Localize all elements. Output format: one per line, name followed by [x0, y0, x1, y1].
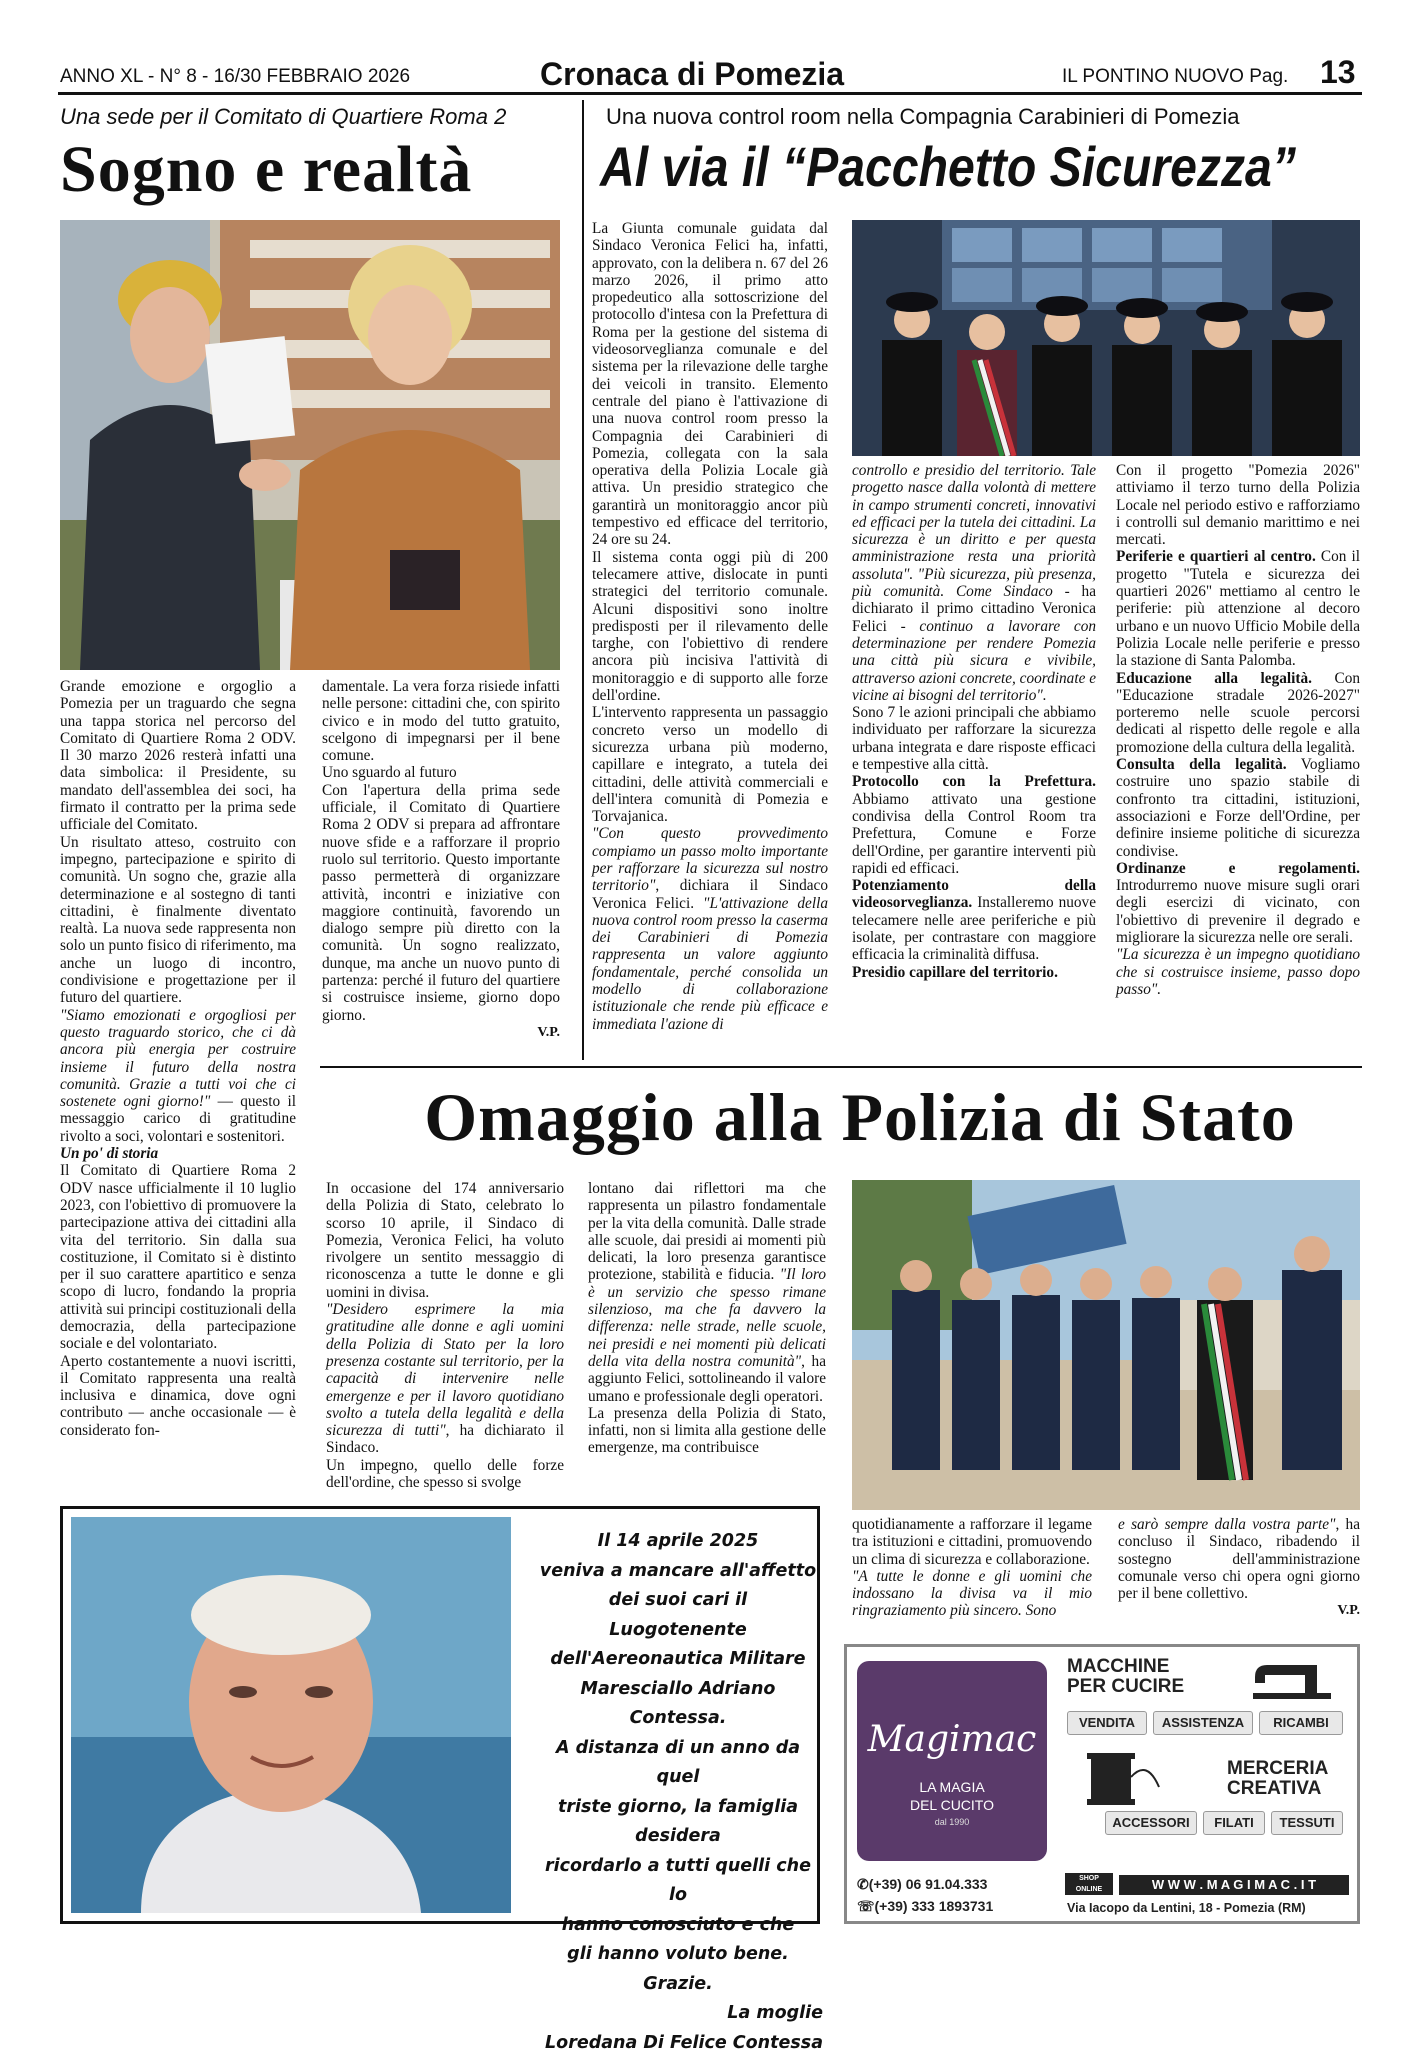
article3-col3-p1: quotidianamente a rafforzare il legame tra istituzioni e cittadini, promuovendo un clima di sicurezza e collaborazione. [852, 1516, 1092, 1568]
article2-action1-title: Protocollo con la Prefettura. [852, 773, 1096, 790]
obituary-line: Luogotenente [533, 1616, 823, 1646]
article3-col2-p1: lontano dai riflettori ma che rappresenta un pilastro fondamentale per la vita della comunità. Dalle strade alle scuole, dai presidi ai momenti più delicati, la loro presenza garantisce protezione, stabilità e fiducia. [588, 1180, 826, 1283]
ad-brand: Magimac [857, 1719, 1047, 1760]
article2-action7-title: Ordinanze e regolamenti. [1116, 860, 1360, 877]
article1-photo [60, 220, 560, 670]
header-rule [58, 92, 1362, 95]
ad-heading-1 [1067, 1657, 1184, 1697]
page-number: 13 [1320, 54, 1356, 91]
article3-col1-p2: Un impegno, quello delle forze dell'ordine, che spesso si svolge [326, 1457, 564, 1492]
article1-col2-subhead: Uno sguardo al futuro [322, 764, 560, 781]
obituary-line: veniva a mancare all'affetto [533, 1557, 823, 1587]
column-divider [582, 100, 584, 1060]
article2-action7-text: Introdurremo nuove misure sugli orari degli esercizi di vicinato, con l'obiettivo di prevenire il degrado e migliorare la sicurezza nelle ore serali. [1116, 877, 1360, 946]
obituary-line: A distanza di un anno da quel [533, 1734, 823, 1793]
phone-icon: ✆ [857, 1876, 869, 1892]
article3-col2 [588, 1180, 826, 1457]
obituary-line: ricordarlo a tutti quelli che lo [533, 1852, 823, 1911]
ad-whatsapp[interactable]: (+39) 333 1893731 [875, 1898, 994, 1914]
article1-title: Sogno e realtà [60, 132, 560, 208]
article2-kicker: Una nuova control room nella Compagnia Carabinieri di Pomezia [606, 104, 1366, 130]
article2-action2-text: Installeremo nuove telecamere nelle aree periferiche e più isolate, per contrastare con maggiore efficacia la criminalità diffusa. [852, 894, 1096, 963]
ad-phone[interactable]: (+39) 06 91.04.333 [869, 1876, 988, 1892]
obituary-line: gli hanno voluto bene. [533, 1940, 823, 1970]
obituary-line: hanno conosciuto e che [533, 1911, 823, 1941]
article2-photo [852, 220, 1360, 456]
article1-col1-p1: Grande emozione e orgoglio a Pomezia per un traguardo che segna una tappa storica nel percorso del Comitato di Quartiere Roma 2 ODV. Il 30 marzo 2026 resterà infatti una data simbolica: il Presidente, su mandato dell'assemblea dei soci, ha firmato il contratto per la prima sede ufficiale del Comitato. [60, 678, 296, 834]
ad-tagline-1: LA MAGIA [857, 1779, 1047, 1795]
ad-btn-filati[interactable]: FILATI [1203, 1811, 1265, 1835]
ad-btn-vendita[interactable]: VENDITA [1067, 1711, 1147, 1735]
ad-heading-2b: CREATIVA [1227, 1779, 1328, 1799]
whatsapp-icon: ☏ [857, 1898, 875, 1914]
article2-title: Al via il “Pacchetto Sicurezza” [600, 134, 1271, 199]
article1-subhead: Un po' di storia [60, 1145, 158, 1162]
article1-quote-tail: — questo il messaggio carico di gratitudine rivolto a soci, volontari e sostenitori. [60, 1093, 296, 1145]
ad-btn-assistenza[interactable]: ASSISTENZA [1153, 1711, 1253, 1735]
obituary-text [533, 1527, 823, 2058]
article2-col1-p3: L'intervento rappresenta un passaggio concreto verso un modello di sicurezza urbana più moderno, capillare e integrato, a tutela dei cittadini, delle attività commerciali e dell'intera comunità di Pomezia e Torvajanica. [592, 704, 828, 825]
article2-action6-text: Vogliamo costruire uno spazio stabile di confronto tra cittadini, istituzioni, associazioni e Forze dell'Ordine, per definire insieme politiche di sicurezza condivise. [1116, 756, 1360, 859]
article2-action4-title: Periferie e quartieri al centro. [1116, 548, 1316, 565]
article2-action3-title: Presidio capillare del territorio. [852, 964, 1058, 981]
ad-heading-1a: MACCHINE [1067, 1657, 1184, 1677]
ad-since: dal 1990 [857, 1817, 1047, 1827]
obituary-line: Grazie. [533, 1970, 823, 2000]
obituary-line: Maresciallo Adriano Contessa. [533, 1675, 823, 1734]
article3-title: Omaggio alla Polizia di Stato [340, 1078, 1380, 1157]
magimac-ad[interactable] [844, 1644, 1360, 1924]
obituary-portrait [71, 1517, 511, 1913]
obituary-line: triste giorno, la famiglia desidera [533, 1793, 823, 1852]
article3-col4-tail: , ha concluso il Sindaco, ribadendo il sostegno dell'amministrazione comunale verso chi opera ogni giorno per il bene collettivo. [1118, 1516, 1360, 1602]
obituary-line: dell'Aereonautica Militare [533, 1645, 823, 1675]
article1-history2: Aperto costantemente a nuovi iscritti, il Comitato rappresenta una realtà inclusiva e dinamica, dove ogni contributo — anche occasionale — è considerato fon- [60, 1353, 296, 1439]
article1-col1-p2: Un risultato atteso, costruito con impegno, partecipazione e spirito di comunità. Un sogno che, grazie alla determinazione e al sostegno di tanti cittadini, è finalmente diventato realtà. La nuova sede rappresenta non solo un punto fisico di riferimento, ma anche un luogo di incontro, condivisione e progettazione per il futuro del quartiere. [60, 834, 296, 1007]
article1-signature: V.P. [322, 1024, 560, 1041]
article2-action4-text: Con il progetto "Tutela e sicurezza dei quartieri 2026" mettiamo al centro le periferie: più attenzione al decoro urbano e un nuovo Ufficio Mobile della Polizia Locale nelle periferie e presso la stazione di Santa Palomba. [1116, 548, 1360, 669]
ad-heading-2 [1227, 1759, 1328, 1799]
article1-col2 [322, 678, 560, 1041]
ad-btn-accessori[interactable]: ACCESSORI [1105, 1811, 1197, 1835]
ad-address: Via Iacopo da Lentini, 18 - Pomezia (RM) [1067, 1901, 1357, 1915]
article1-col2-p1: damentale. La vera forza risiede infatti nelle persone: cittadini che, con spirito civico e in modo del tutto gratuito, scelgono di impegnarsi per il bene comune. [322, 678, 560, 764]
article2-action5-text: Con "Educazione stradale 2026-2027" porteremo nelle scuole percorsi dedicati al rispetto delle regole e alla promozione della cultura della legalità. [1116, 670, 1360, 756]
ad-heading-1b: PER CUCIRE [1067, 1677, 1184, 1697]
article2-col3 [1116, 462, 1360, 998]
article2-closing-quote: "La sicurezza è un impegno quotidiano che si costruisce insieme, passo dopo passo". [1116, 946, 1360, 998]
article2-action2-title: Potenziamento della videosorveglianza. [852, 877, 1096, 911]
obituary-box [60, 1506, 820, 1924]
article3-col1-p1: In occasione del 174 anniversario della Polizia di Stato, celebrato lo scorso 10 aprile, il Sindaco di Pomezia, Veronica Felici, ha voluto rivolgere un sentito messaggio di riconoscenza a tutte le donne e gli uomini in divisa. [326, 1180, 564, 1301]
newspaper-name: IL PONTINO NUOVO Pag. [1062, 66, 1288, 88]
article3-col3-quote: "A tutte le donne e gli uomini che indossano la divisa va il mio ringraziamento più sincero. Sono [852, 1568, 1092, 1620]
article2-quote1: "Con questo provvedimento compiamo un passo molto importante per rafforzare la sicurezza sul nostro territorio" [592, 825, 828, 894]
article2-action3-text: Con il progetto "Pomezia 2026" attiviamo il terzo turno della Polizia Locale nel periodo estivo e rafforziamo i controlli sul demanio marittimo e nei mercati. [1116, 462, 1360, 548]
article3-col2-quote: "Il loro è un servizio che spesso rimane silenzioso, ma che fa davvero la differenza: nelle strade, nelle scuole, nei presidi e nei momenti più delicati della vita della nostra comunità" [588, 1266, 826, 1369]
article1-col1 [60, 678, 296, 1439]
article2-col2 [852, 462, 1096, 981]
article2-col2-mid: - ha dichiarato il primo cittadino Veronica Felici - [852, 583, 1096, 635]
article3-rule [320, 1066, 1362, 1068]
ad-shop-online: SHOP ONLINE [1065, 1873, 1113, 1895]
obituary-line: Il 14 aprile 2025 [533, 1527, 823, 1557]
article2-action5-title: Educazione alla legalità. [1116, 670, 1312, 687]
article3-col2-p2: La presenza della Polizia di Stato, infatti, non si limita alla gestione delle emergenze, ma contribuisce [588, 1405, 826, 1457]
ad-btn-ricambi[interactable]: RICAMBI [1259, 1711, 1343, 1735]
article2-col2-quote: controllo e presidio del territorio. Tale progetto nasce dalla volontà di mettere in campo strumenti concreti, innovativi ed efficaci per la tutela dei cittadini. La sicurezza è un diritto e per questa amministrazione resta una priorità assoluta". "Più sicurezza, più presenza, più comunità. Come Sindaco [852, 462, 1096, 600]
article3-col3 [852, 1516, 1092, 1620]
article1-history: Il Comitato di Quartiere Roma 2 ODV nasce ufficialmente il 10 luglio 2023, con l'obiettivo di promuovere la partecipazione attiva dei cittadini alla vita del territorio. Sin dalla sua costituzione, il Comitato si è distinto per il suo carattere apartitico e senza scopo di lucro, fondando la propria attività sui principi costituzionali della democrazia, della partecipazione sociale e del volontariato. [60, 1162, 296, 1352]
article2-col1-p2: Il sistema conta oggi più di 200 telecamere attive, dislocate in punti strategici del territorio comunale. Alcuni dispositivi sono inoltre predisposti per il rilevamento delle targhe, con l'obiettivo di rendere ancora più incisiva l'attività di monitoraggio e di supporto alle forze dell'ordine. [592, 549, 828, 705]
thread-spool-icon [1083, 1747, 1163, 1807]
article1-quote: "Siamo emozionati e orgogliosi per questo traguardo storico, che ci dà ancora più energia per costruire insieme il futuro della nostra comunità. Grazie a tutti voi che ci sostenete ogni giorno!" [60, 1007, 296, 1110]
obituary-signature-1: La moglie [533, 1999, 823, 2029]
section-title: Cronaca di Pomezia [540, 56, 844, 93]
article2-action6-title: Consulta della legalità. [1116, 756, 1287, 773]
article2-action1-text: Abbiamo attivato una gestione condivisa della Control Room tra Prefettura, Comune e Forze dell'Ordine, per garantire interventi più rapidi ed efficaci. [852, 791, 1096, 877]
article3-col1 [326, 1180, 564, 1491]
ad-website[interactable]: W W W . M A G I M A C . I T [1119, 1875, 1349, 1895]
obituary-signature-2: Loredana Di Felice Contessa [533, 2029, 823, 2058]
article3-col2-tail: , ha aggiunto Felici, sottolineando il valore umano e professionale degli operatori. [588, 1353, 826, 1405]
article2-col2-quote-b: continuo a lavorare con determinazione per rendere Pomezia una città più sicura e vivibile, attraverso azioni concrete, coordinate e vicine ai bisogni del territorio". [852, 618, 1096, 704]
article3-col4 [1118, 1516, 1360, 1620]
article3-col4-quote: e sarò sempre dalla vostra parte" [1118, 1516, 1335, 1533]
issue-info: ANNO XL - N° 8 - 16/30 FEBBRAIO 2026 [60, 66, 410, 88]
ad-heading-2a: MERCERIA [1227, 1759, 1328, 1779]
article2-quote1-tail: , dichiara il Sindaco Veronica Felici. [592, 877, 828, 911]
article3-col1-tail: , ha dichiarato il Sindaco. [326, 1422, 564, 1456]
ad-btn-tessuti[interactable]: TESSUTI [1271, 1811, 1343, 1835]
ad-tagline-2: DEL CUCITO [857, 1797, 1047, 1813]
ad-contacts [857, 1873, 993, 1917]
article2-col1 [592, 220, 828, 1033]
article2-quote2: "L'attivazione della nuova control room presso la caserma dei Carabinieri di Pomezia rappresenta un valore aggiunto fondamentale, perché consolida un modello di collaborazione istituzionale che rende più efficace e immediata l'azione di [592, 895, 828, 1033]
article2-col1-p1: La Giunta comunale guidata dal Sindaco Veronica Felici ha, infatti, approvato, con la delibera n. 67 del 26 marzo 2026, il primo atto propedeutico alla sottoscrizione del protocollo d'intesa con la Prefettura di Roma per la gestione del sistema di videosorveglianza comunale e del sistema per la rilevazione delle targhe dei veicoli in transito. Elemento centrale del piano è l'attivazione di una nuova control room presso la Compagnia dei Carabinieri di Pomezia, collegata con la sala operativa della Polizia Locale già attiva. Un presidio strategico che garantirà un monitoraggio ancor più tempestivo ed efficace del territorio, 24 ore su 24. [592, 220, 828, 549]
article1-col2-p2: Con l'apertura della prima sede ufficiale, il Comitato di Quartiere Roma 2 ODV si prepara ad affrontare nuove sfide e a rafforzare il proprio ruolo sul territorio. Questo importante passo permetterà di organizzare attività, incontri e iniziative con maggiore continuità, favorendo un dialogo sempre più diretto con la comunità. Un sogno realizzato, dunque, ma anche un nuovo punto di partenza: perché il futuro del quartiere si costruisce insieme, giorno dopo giorno. [322, 782, 560, 1024]
article1-kicker: Una sede per il Comitato di Quartiere Roma 2 [60, 104, 560, 130]
article3-signature: V.P. [1118, 1602, 1360, 1619]
article3-photo [852, 1180, 1360, 1510]
article3-col1-quote: "Desidero esprimere la mia gratitudine alle donne e agli uomini della Polizia di Stato per la loro presenza costante sul territorio, per la capacità di intervenire nelle emergenze e per il lavoro quotidiano svolto a tutela della legalità e della sicurezza di tutti" [326, 1301, 564, 1439]
ad-logo-panel [857, 1661, 1047, 1861]
article2-col2-p: Sono 7 le azioni principali che abbiamo individuato per rafforzare la sicurezza urbana integrata e dare risposte efficaci e tempestive alla città. [852, 704, 1096, 773]
obituary-line: dei suoi cari il [533, 1586, 823, 1616]
sewing-machine-icon [1247, 1653, 1337, 1705]
